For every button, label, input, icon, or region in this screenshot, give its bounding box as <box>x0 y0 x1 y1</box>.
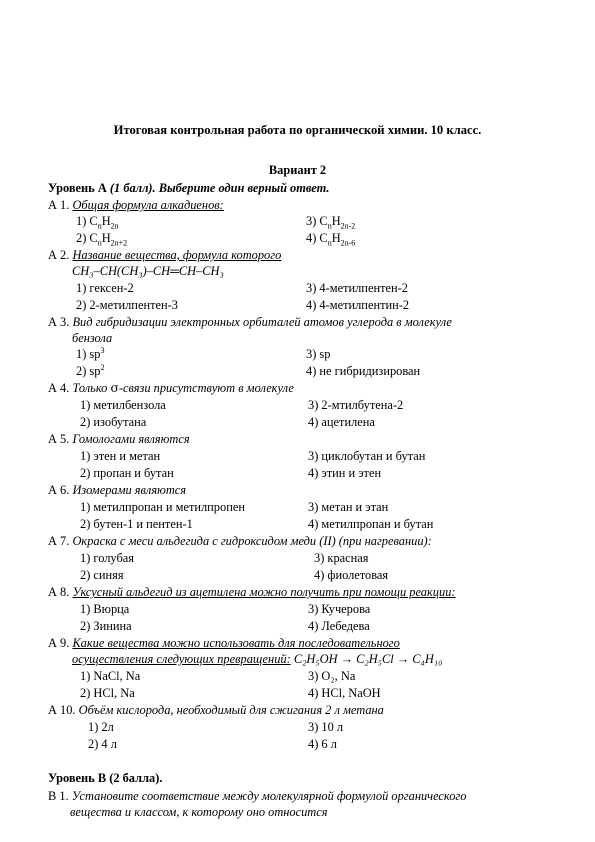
question-a6 <box>48 482 186 498</box>
question-a10 <box>48 702 384 718</box>
question-a9 <box>48 635 400 651</box>
question-number: А 9. <box>48 636 70 650</box>
structural-formula: CH₃–CH(CH₃)–CH═CH–CH₃ <box>72 264 224 278</box>
sigma-symbol: σ <box>110 380 119 395</box>
answer-option: 3) 10 л <box>308 720 344 734</box>
answer-option: 1) 2л <box>88 720 114 734</box>
answer-option: 2) синяя <box>80 568 124 582</box>
question-number: А 5. <box>48 432 70 446</box>
page-title: Итоговая контрольная работа по органической химии. 10 класс. <box>113 123 482 137</box>
answer-option: 1) голубая <box>80 551 134 565</box>
question-a4 <box>48 380 294 396</box>
question-text: Объём кислорода, необходимый для сжигания 2 л метана <box>78 703 384 717</box>
question-a2 <box>48 247 281 263</box>
question-a3 <box>48 314 452 330</box>
question-text: Общая формула алкадиенов: <box>72 198 224 212</box>
answer-option: 4) 4-метилпентин-2 <box>306 298 410 312</box>
answer-option: 4) ацетилена <box>308 415 375 429</box>
question-text: Установите соответствие между молекулярной формулой органического <box>71 789 467 803</box>
question-text: Гомологами являются <box>72 432 190 446</box>
answer-option: 2) пропан и бутан <box>80 466 174 480</box>
variant-heading: Вариант 2 <box>268 163 327 177</box>
reaction-chain: C₂H₅OH → C₂H₅Cl → C₄H₁₀ <box>293 652 443 666</box>
answer-option: 4) этин и этен <box>308 466 382 480</box>
answer-option: 1) этен и метан <box>80 449 161 463</box>
question-text: Уксусный альдегид из ацетилена можно получить при помощи реакции: <box>72 585 456 599</box>
answer-option: 3) Кучерова <box>308 602 371 616</box>
answer-option: 3) sp <box>306 347 331 361</box>
question-text-continued: вещества и классом, к которому оно относится <box>70 805 328 819</box>
question-b1 <box>48 788 466 804</box>
question-number: А 4. <box>48 381 70 395</box>
question-text: Вид гибридизации электронных орбиталей атомов углерода в молекуле <box>72 315 452 329</box>
question-number: В 1. <box>48 789 69 803</box>
level-a-heading <box>48 180 330 196</box>
question-text: Какие вещества можно использовать для последовательного <box>72 636 400 650</box>
question-text: Изомерами являются <box>72 483 187 497</box>
answer-option: 3) 4-метилпентен-2 <box>306 281 408 295</box>
answer-option: 1) Вюрца <box>80 602 130 616</box>
question-number: А 3. <box>48 315 70 329</box>
answer-option: 1) гексен-2 <box>76 281 134 295</box>
answer-option: 3) красная <box>314 551 369 565</box>
answer-option: 1) NaCl, Na <box>80 669 141 683</box>
answer-option: 2) Зинина <box>80 619 132 633</box>
question-a8 <box>48 584 456 600</box>
answer-option: 2) бутен-1 и пентен-1 <box>80 517 193 531</box>
question-number: А 8. <box>48 585 70 599</box>
answer-option: 4) Лебедева <box>308 619 370 633</box>
answer-option: 4) не гибридизирован <box>306 364 421 378</box>
question-text-continued: осуществления следующих превращений: C₂H₅OH → C₂H₅Cl → C₄H₁₀ <box>72 652 443 666</box>
question-a5 <box>48 431 190 447</box>
question-text-continued: бензола <box>72 331 113 345</box>
question-number: А 1. <box>48 198 70 212</box>
question-a1 <box>48 197 224 213</box>
answer-option: 3) 2-мтилбутена-2 <box>308 398 404 412</box>
answer-option: 3) метан и этан <box>308 500 389 514</box>
question-number: А 6. <box>48 483 70 497</box>
answer-option: 1) метилпропан и метилпропен <box>80 500 245 514</box>
question-text: Только σ-связи присутствуют в молекуле <box>72 380 294 395</box>
answer-option: 4) $C_nH_{2n-6}$ <box>306 231 356 248</box>
answer-option: 3) O₂, Na <box>308 669 356 683</box>
answer-option: 4) 6 л <box>308 737 337 751</box>
answer-option: 4) метилпропан и бутан <box>308 517 434 531</box>
level-a-prefix: Уровень А <box>48 181 107 195</box>
question-number: А 7. <box>48 534 70 548</box>
answer-option: 2) $C_nH_{2n+2}$ <box>76 231 128 248</box>
level-b-heading: Уровень В (2 балла). <box>48 771 163 785</box>
level-a-points: (1 балл). <box>109 181 156 195</box>
level-a-instruction: Выберите один верный ответ. <box>158 181 330 195</box>
answer-option: 1) метилбензола <box>80 398 166 412</box>
answer-option: 1) $C_nH_{2n}$ <box>76 214 119 231</box>
question-number: А 10. <box>48 703 76 717</box>
question-number: А 2. <box>48 248 70 262</box>
answer-option: 3) $C_nH_{2n-2}$ <box>306 214 356 231</box>
question-text: Окраска с меси альдегида с гидроксидом меди (II) (при нагревании): <box>72 534 432 548</box>
answer-option: 4) фиолетовая <box>314 568 389 582</box>
answer-option: 3) циклобутан и бутан <box>308 449 426 463</box>
answer-option: 1) $sp^3$ <box>76 345 105 361</box>
answer-option: 2) $sp^2$ <box>76 362 105 378</box>
answer-option: 2) изобутана <box>80 415 147 429</box>
answer-option: 4) HCl, NaOH <box>308 686 381 700</box>
question-text: Название вещества, формула которого <box>72 248 282 262</box>
answer-option: 2) HCl, Na <box>80 686 135 700</box>
question-a7 <box>48 533 432 549</box>
answer-option: 2) 4 л <box>88 737 117 751</box>
answer-option: 2) 2-метилпентен-3 <box>76 298 178 312</box>
